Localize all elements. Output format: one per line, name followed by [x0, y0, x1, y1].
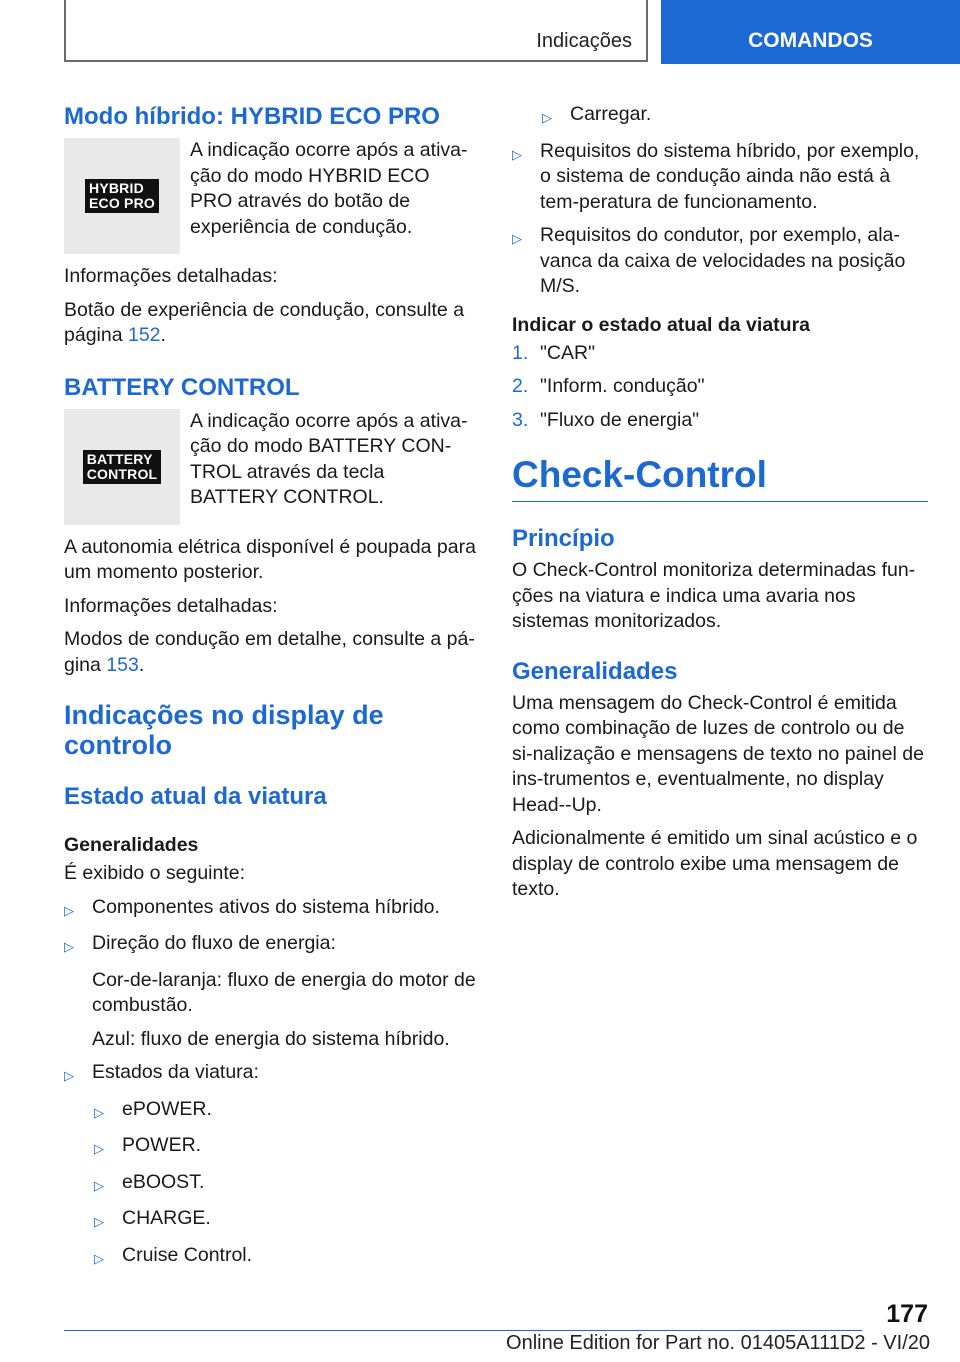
triangle-bullet-icon: ▷: [542, 110, 552, 125]
list-item: ▷ Direção do fluxo de energia:: [64, 931, 476, 960]
step-item: 2. "Inform. condução": [512, 374, 928, 400]
triangle-bullet-icon: ▷: [94, 1141, 104, 1156]
battery-figure-text: A indicação ocorre após a ativa-ção do modo BATTERY CON-TROL através da tecla BATTERY CONTROL.: [190, 409, 468, 508]
battery-control-display-image: [64, 409, 180, 525]
triangle-bullet-icon: ▷: [94, 1250, 104, 1266]
triangle-bullet-icon: ▷: [94, 1104, 104, 1120]
triangle-bullet-icon: ▷: [64, 939, 74, 954]
hybrid-eco-pro-display-image: [64, 138, 180, 254]
orange-flow-text: Cor-de-laranja: fluxo de energia do motor de combustão.: [92, 968, 476, 1016]
list-item: ▷ Requisitos do sistema híbrido, por exemplo, o sistema de condução ainda não está à tem-peratura de funcionamento.: [512, 139, 928, 216]
display-intro: É exibido o seguinte:: [64, 862, 246, 884]
hybrid-info-label: Informações detalhadas:: [64, 265, 278, 287]
state-item: ▷ CHARGE.: [94, 1206, 476, 1235]
step-item: 3. "Fluxo de energia": [512, 408, 928, 434]
header-chapter-tab: COMANDOS: [661, 0, 960, 64]
triangle-bullet-icon: ▷: [512, 231, 522, 246]
triangle-bullet-icon: ▷: [94, 1214, 104, 1229]
battery-control-label: BATTERY CONTROL: [83, 450, 162, 484]
right-column: [512, 102, 928, 911]
triangle-bullet-icon: ▷: [94, 1177, 104, 1193]
state-item: ▷ ePOWER.: [94, 1097, 476, 1126]
generalities-paragraph-2: Adicionalmente é emitido um sinal acústico e o display de controlo exibe uma mensagem de texto.: [512, 827, 918, 900]
header-section-box: [64, 0, 648, 62]
battery-paragraph: A autonomia elétrica disponível é poupada para um momento posterior.: [64, 535, 476, 583]
hybrid-eco-pro-label: HYBRID ECO PRO: [85, 179, 159, 213]
battery-reference: Modos de condução em detalhe, consulte a pá-gina 153.: [64, 628, 475, 676]
page-link-152[interactable]: 152: [127, 324, 161, 346]
list-item: ▷ Requisitos do condutor, por exemplo, ala-vanca da caixa de velocidades na posição M/S.: [512, 223, 928, 300]
footer-divider: [64, 1330, 862, 1331]
indicate-status-heading: Indicar o estado atual da viatura: [512, 313, 811, 336]
general-subheading: Generalidades: [64, 834, 199, 856]
hybrid-reference: Botão de experiência de condução, consulte a página 152.: [64, 298, 465, 346]
step-number: 2.: [512, 375, 529, 397]
principle-heading: Princípio: [512, 525, 615, 552]
triangle-bullet-icon: ▷: [64, 1068, 74, 1083]
left-column: [64, 102, 476, 1279]
state-item: ▷ eBOOST.: [94, 1170, 476, 1199]
battery-figure-row: [64, 409, 476, 525]
list-item: ▷ Componentes ativos do sistema híbrido.: [64, 895, 476, 924]
principle-text: O Check-Control monitoriza determinadas fun-ções na viatura e indica uma avaria nos sistemas monitorizados.: [512, 559, 916, 632]
hybrid-figure-row: [64, 138, 476, 254]
header-section-title: Indicações: [536, 30, 632, 52]
state-item: ▷ Carregar.: [542, 102, 928, 131]
battery-info-label: Informações detalhadas:: [64, 594, 278, 617]
page-number: 177: [886, 1300, 928, 1328]
vehicle-status-subheading: Estado atual da viatura: [64, 783, 327, 810]
page-link-153[interactable]: 153: [106, 653, 139, 676]
triangle-bullet-icon: ▷: [512, 146, 522, 162]
footer-edition: Online Edition for Part no. 01405A111D2 - VI/20: [506, 1332, 930, 1354]
triangle-bullet-icon: ▷: [64, 902, 74, 918]
blue-flow-text: Azul: fluxo de energia do sistema híbrido.: [92, 1027, 450, 1050]
step-number: 3.: [512, 408, 529, 431]
step-item: 1. "CAR": [512, 341, 928, 367]
check-control-title: Check-Control: [512, 453, 928, 502]
hybrid-figure-text: A indicação ocorre após a ativa-ção do modo HYBRID ECO PRO através do botão de experiência de condução.: [190, 139, 468, 238]
display-heading: Indicações no display de controlo: [64, 700, 384, 760]
step-number: 1.: [512, 341, 529, 364]
state-item: ▷ POWER.: [94, 1133, 476, 1162]
state-item: ▷ Cruise Control.: [94, 1243, 476, 1272]
generalities-paragraph-1: Uma mensagem do Check-Control é emitida como combinação de luzes de controlo ou de si-nalização e mensagens de texto no painel de ins-trumentos e, eventualmente, no display Head--Up.: [512, 691, 924, 816]
list-item: ▷ Estados da viatura:: [64, 1060, 476, 1089]
hybrid-heading: Modo híbrido: HYBRID ECO PRO: [64, 103, 440, 130]
battery-heading: BATTERY CONTROL: [64, 373, 300, 401]
generalities-heading: Generalidades: [512, 657, 678, 685]
